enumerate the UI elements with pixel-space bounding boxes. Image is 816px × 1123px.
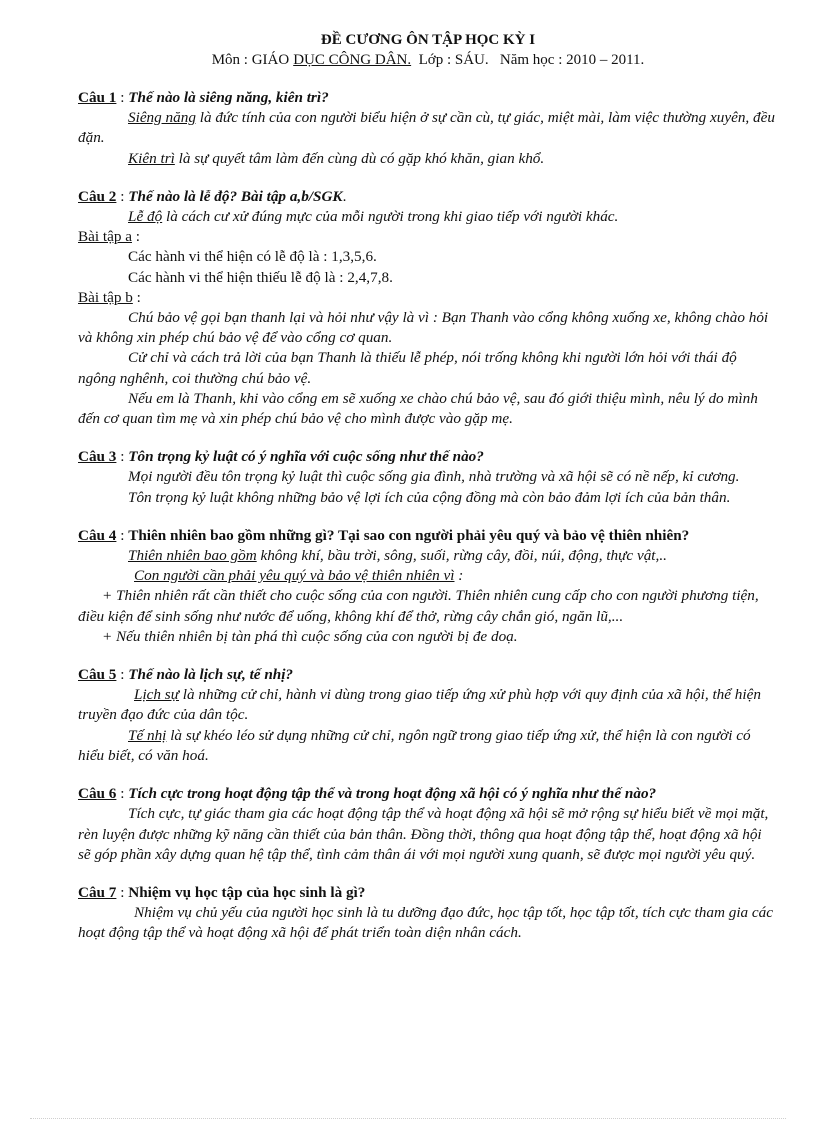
term-kientri: Kiên trì <box>128 149 175 167</box>
document-subtitle <box>78 50 778 70</box>
term-thiennhien: Thiên nhiên bao gồm <box>128 547 257 565</box>
question-5 <box>78 665 778 766</box>
question-6 <box>78 784 778 865</box>
question-5-sep: : <box>116 666 129 684</box>
document-page <box>78 30 778 944</box>
question-1-title: Thế nào là siêng năng, kiên trì? <box>128 89 329 106</box>
exercise-b-label: Bài tập b <box>78 288 133 306</box>
question-7-number: Câu 7 <box>78 883 117 901</box>
term-yeuquy-sep: : <box>454 567 464 585</box>
question-1-sep: : <box>116 89 129 106</box>
question-5-number: Câu 5 <box>78 666 117 684</box>
question-7-sep: : <box>116 883 129 901</box>
definition-lichsu: là những cử chỉ, hành vi dùng trong giao tiếp ứng xử phù hợp với quy định của xã hội, thể hiện truyền đạo đức của dân tộc. <box>78 686 761 724</box>
question-3-sep: : <box>116 448 129 466</box>
question-5-answer-1 <box>78 685 778 725</box>
question-2-number: Câu 2 <box>78 187 117 205</box>
question-1-answer-1 <box>78 108 778 148</box>
question-6-number: Câu 6 <box>78 785 117 803</box>
exercise-b-paragraph-1: Chú bảo vệ gọi bạn thanh lại và hỏi như vậy là vì : Bạn Thanh vào cổng không xuống xe, không chào hỏi và không xin phép chú bảo vệ để vào cổng cơ quan. <box>78 309 769 347</box>
exercise-b-sep: : <box>132 288 141 306</box>
question-6-paragraph-1: Tích cực, tự giác tham gia các hoạt động tập thể và hoạt động xã hội sẽ mở rộng sự hiểu biết về mọi mặt, rèn luyện được những kỹ năng cần thiết của bản thân. Đồng thời, thông qua hoạt động tập thể, hoạt động xã hội sẽ góp phần xây dựng quan hệ tập thể, tình cảm thân ái với mọi người xung quanh, sẽ được mọi người yêu quý. <box>78 805 769 863</box>
question-2-heading <box>78 187 778 207</box>
question-7-title: Nhiệm vụ học tập của học sinh là gì? <box>128 883 366 901</box>
exercise-a-line-1: Các hành vi thể hiện có lễ độ là : 1,3,5,6. <box>128 248 377 266</box>
question-7-heading <box>78 883 778 903</box>
question-4-answer-1 <box>78 546 778 566</box>
exercise-a-label-line <box>78 227 778 247</box>
question-6-sep: : <box>116 785 129 803</box>
question-4-sep: : <box>116 526 129 544</box>
definition-thiennhien: không khí, bầu trời, sông, suối, rừng cây, đồi, núi, động, thực vật,.. <box>256 547 667 565</box>
exercise-a-label: Bài tập a <box>78 228 132 246</box>
question-7-paragraph-1: Nhiệm vụ chủ yếu của người học sinh là tu dưỡng đạo đức, học tập tốt, học tập tốt, tích cực tham gia các hoạt động tập thể và hoạt động xã hội để phát triển toàn diện nhân cách. <box>78 904 774 942</box>
question-1-number: Câu 1 <box>78 89 117 106</box>
exercise-a-line-2: Các hành vi thể hiện thiếu lễ độ là : 2,4,7,8. <box>128 268 393 286</box>
definition-tenhi: là sự khéo léo sử dụng những cử chỉ, ngôn ngữ trong giao tiếp ứng xử, thể hiện là con người có hiểu biết, có văn hoá. <box>78 726 751 764</box>
term-lichsu: Lịch sự <box>134 686 179 704</box>
question-5-answer-2 <box>78 726 778 766</box>
question-4-answer-2 <box>78 566 778 586</box>
exercise-b-paragraph-2: Cử chỉ và cách trả lời của bạn Thanh là thiếu lễ phép, nói trống không khi người lớn hỏi với thái độ ngông nghênh, coi thường chú bảo vệ. <box>78 349 737 387</box>
definition-ledo: là cách cư xử đúng mực của mỗi người trong khi giao tiếp với người khác. <box>162 208 619 226</box>
question-6-heading <box>78 784 778 804</box>
question-7 <box>78 883 778 944</box>
definition-siengnang: là đức tính của con người biểu hiện ở sự cần cù, tự giác, miệt mài, làm việc thường xuyên, đều đặn. <box>78 109 775 147</box>
question-1-heading <box>78 88 778 108</box>
question-5-title: Thế nào là lịch sự, tế nhị? <box>128 666 294 684</box>
question-4-bullet-1: + Thiên nhiên rất cần thiết cho cuộc sống của con người. Thiên nhiên cung cấp cho con người phương tiện, điều kiện để sinh sống như nước để uống, không khí để thở, rừng cây chắn gió, ngăn lũ,... <box>78 587 759 625</box>
question-3-title: Tôn trọng kỷ luật có ý nghĩa với cuộc sống như thế nào? <box>128 448 484 466</box>
term-siengnang: Siêng năng <box>128 109 196 127</box>
subtitle-class-year: Lớp : SÁU. Năm học : 2010 – 2011. <box>411 52 645 68</box>
definition-kientri: là sự quyết tâm làm đến cùng dù có gặp khó khăn, gian khổ. <box>174 149 545 167</box>
page-bottom-rule <box>30 1118 786 1119</box>
question-1-answer-2 <box>78 149 778 169</box>
question-3-number: Câu 3 <box>78 448 117 466</box>
term-tenhi: Tế nhị <box>128 726 167 744</box>
question-3-paragraph-1: Mọi người đều tôn trọng kỷ luật thì cuộc sống gia đình, nhà trường và xã hội sẽ có nề nếp, kỉ cương. <box>128 468 740 486</box>
subtitle-subject: DỤC CÔNG DÂN. <box>293 52 412 68</box>
exercise-a-sep: : <box>131 228 141 246</box>
term-ledo: Lễ độ <box>128 208 163 226</box>
subtitle-prefix: Môn : GIÁO <box>211 52 290 68</box>
question-4-heading <box>78 526 778 546</box>
question-4-title: Thiên nhiên bao gồm những gì? Tại sao con người phải yêu quý và bảo vệ thiên nhiên? <box>128 526 690 544</box>
question-4-bullet-2: + Nếu thiên nhiên bị tàn phá thì cuộc sống của con người bị đe doạ. <box>102 627 518 645</box>
question-2-sep: : <box>116 187 129 205</box>
document-title: ĐỀ CƯƠNG ÔN TẬP HỌC KỲ I <box>320 32 536 48</box>
question-6-title: Tích cực trong hoạt động tập thể và trong hoạt động xã hội có ý nghĩa như thế nào? <box>128 785 657 803</box>
question-5-heading <box>78 665 778 685</box>
question-1 <box>78 88 778 169</box>
question-3-heading <box>78 447 778 467</box>
question-2-title: Thế nào là lễ độ? Bài tập a,b/SGK <box>128 187 343 205</box>
question-3-paragraph-2: Tôn trọng kỷ luật không những bảo vệ lợi ích của cộng đồng mà còn bảo đảm lợi ích của bản thân. <box>128 488 731 506</box>
exercise-b-paragraph-3: Nếu em là Thanh, khi vào cổng em sẽ xuống xe chào chú bảo vệ, sau đó giới thiệu mình, nêu lý do mình đến cơ quan tìm mẹ và xin phép chú bảo vệ cho mình được vào gặp mẹ. <box>78 389 758 428</box>
question-2-title-end: . <box>342 187 347 205</box>
question-4 <box>78 526 778 647</box>
question-2 <box>78 187 778 429</box>
question-3 <box>78 447 778 508</box>
term-yeuquy: Con người cần phải yêu quý và bảo vệ thiên nhiên vì <box>134 567 455 585</box>
question-4-number: Câu 4 <box>78 526 117 544</box>
question-2-answer-1 <box>78 207 778 227</box>
exercise-b-label-line <box>78 288 778 308</box>
